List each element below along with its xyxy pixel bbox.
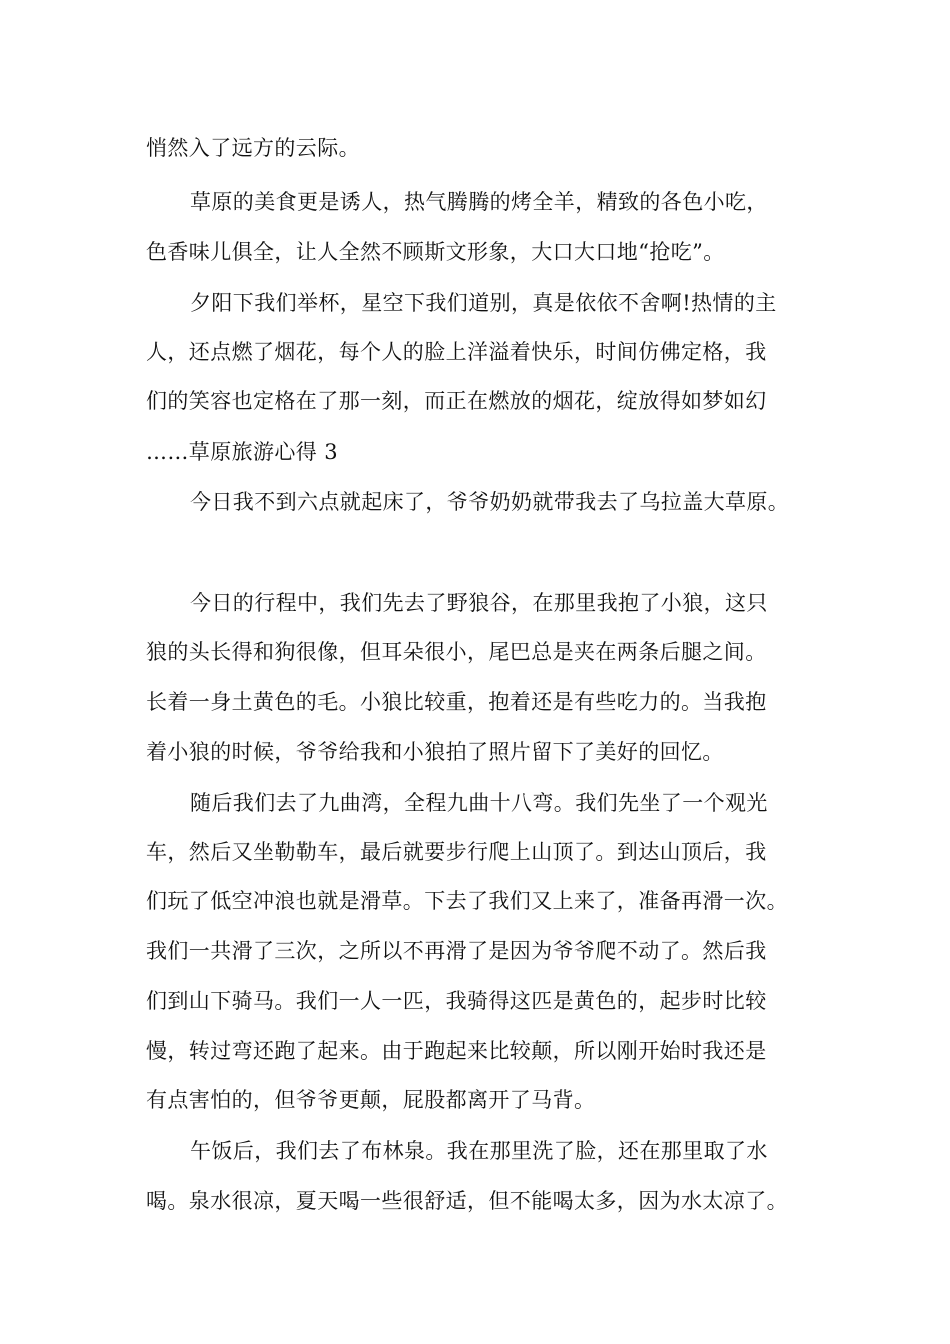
text-line: 们到山下骑马。我们一人一匹，我骑得这匹是黄色的，起步时比较 [146,989,767,1013]
section-heading-line: ……草原旅游心得 3 [146,440,339,464]
paragraph-start-line: 草原的美食更是诱人，热气腾腾的烤全羊，精致的各色小吃， [190,190,768,214]
text-line: 们的笑容也定格在了那一刻，而正在燃放的烟花，绽放得如梦如幻 [146,389,767,413]
paragraph-start-line: 今日的行程中，我们先去了野狼谷，在那里我抱了小狼，这只 [190,591,768,615]
text-line: 喝。泉水很凉，夏天喝一些很舒适，但不能喝太多，因为水太凉了。 [146,1189,788,1213]
paragraph-start-line: 午饭后，我们去了布林泉。我在那里洗了脸，还在那里取了水 [190,1139,768,1163]
text-line: 人，还点燃了烟花，每个人的脸上洋溢着快乐，时间仿佛定格，我 [146,340,767,364]
text-line: 车，然后又坐勒勒车，最后就要步行爬上山顶了。到达山顶后，我 [146,840,767,864]
text-line: 长着一身土黄色的毛。小狼比较重，抱着还是有些吃力的。当我抱 [146,690,767,714]
text-line: 狼的头长得和狗很像，但耳朵很小，尾巴总是夹在两条后腿之间。 [146,640,767,664]
text-line: 色香味儿俱全，让人全然不顾斯文形象，大口大口地“抢吃”。 [146,240,725,264]
text-line: 有点害怕的，但爷爷更颠，屁股都离开了马背。 [146,1088,596,1112]
paragraph-start-line: 夕阳下我们举杯，星空下我们道别，真是依依不舍啊!热情的主 [190,291,777,315]
text-line: 悄然入了远方的云际。 [146,136,360,160]
paragraph-start-line: 今日我不到六点就起床了，爷爷奶奶就带我去了乌拉盖大草原。 [190,490,790,514]
text-line: 慢，转过弯还跑了起来。由于跑起来比较颠，所以刚开始时我还是 [146,1039,767,1063]
text-line: 着小狼的时候，爷爷给我和小狼拍了照片留下了美好的回忆。 [146,740,724,764]
text-line: 我们一共滑了三次，之所以不再滑了是因为爷爷爬不动了。然后我 [146,939,767,963]
paragraph-start-line: 随后我们去了九曲湾，全程九曲十八弯。我们先坐了一个观光 [190,791,768,815]
text-line: 们玩了低空冲浪也就是滑草。下去了我们又上来了，准备再滑一次。 [146,889,788,913]
